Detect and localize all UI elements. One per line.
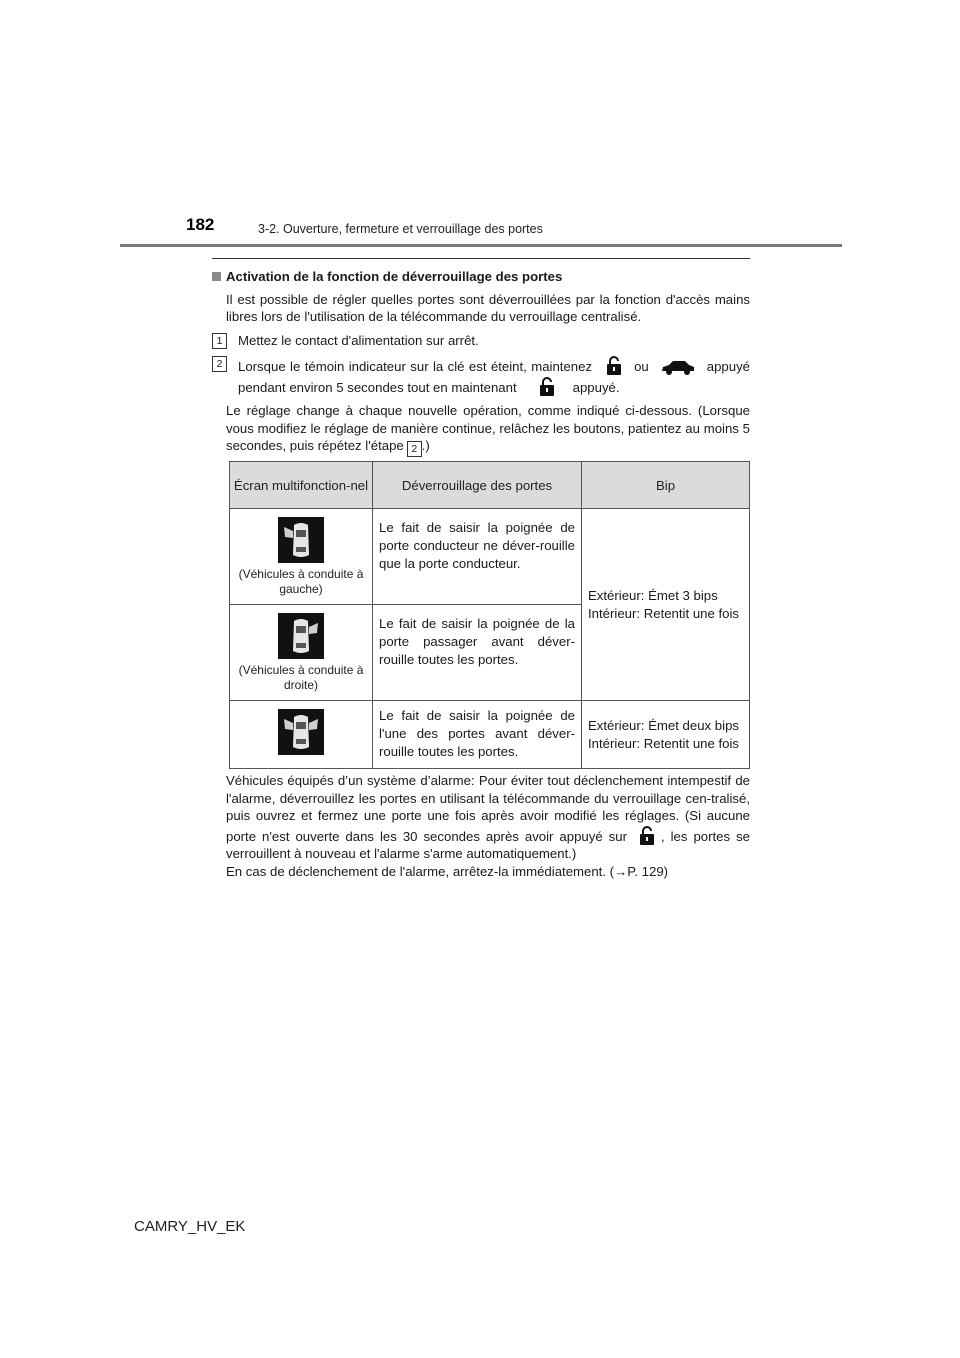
bip-text: Extérieur: Émet 3 bips <box>588 587 718 603</box>
table-header: Bip <box>582 462 750 509</box>
alarm-text-b: , les portes se verrouillent à nouveau et l'alarme s'arme automatiquement.) <box>226 828 751 861</box>
step-2-text-b: ou <box>634 359 649 374</box>
table-header: Écran multifonction-nel <box>230 462 373 509</box>
car-door-icon <box>278 709 324 755</box>
alarm-note <box>226 772 750 880</box>
step-1-text: Mettez le contact d'alimentation sur arrêt. <box>238 332 479 348</box>
step-2-text-d: appuyé. <box>572 379 620 395</box>
intro-paragraph: Il est possible de régler quelles portes sont déverrouillées par la fonction d'accès mains libres lors de l'utilisation de la télécommande du verrouillage centralisé. <box>226 291 750 324</box>
table-cell <box>582 509 750 701</box>
table-row <box>230 701 750 769</box>
table-cell <box>230 701 373 769</box>
bip-text: Extérieur: Émet deux bips <box>588 717 739 733</box>
section-title: 3-2. Ouverture, fermeture et verrouillage des portes <box>258 222 543 236</box>
step-2 <box>216 355 750 396</box>
table-row <box>230 509 750 605</box>
change-note-text: Le réglage change à chaque nouvelle opération, comme indiqué ci-dessous. (Lorsque vous modifiez le réglage de manière continue, relâchez les boutons, patientez au moins 5 secondes, puis répétez l'étape <box>226 403 750 453</box>
section-heading-text: Activation de la fonction de déverrouillage des portes <box>226 269 563 284</box>
lock-icon <box>539 376 555 396</box>
car-icon <box>661 359 695 375</box>
alarm-paragraph <box>226 772 750 863</box>
table-cell <box>230 605 373 701</box>
step-1 <box>216 332 750 350</box>
lock-icon <box>639 825 655 845</box>
change-note <box>226 402 750 457</box>
heading-marker <box>212 272 221 281</box>
step-2-text-c: appuyé pendant environ 5 secondes tout en maintenant <box>238 359 750 395</box>
table-cell: Le fait de saisir la poignée de porte conducteur ne déver-rouille que la porte conducteur. <box>373 509 582 605</box>
table-cell <box>582 701 750 769</box>
table-caption: (Véhicules à conduite à droite) <box>238 663 364 692</box>
page-number: 182 <box>186 215 215 234</box>
table-header-row <box>230 462 750 509</box>
step-2-text-a: Lorsque le témoin indicateur sur la clé est éteint, maintenez <box>238 359 593 374</box>
change-note-end: .) <box>421 438 430 453</box>
bip-text: Intérieur: Retentit une fois <box>588 735 740 751</box>
bip-text: Intérieur: Retentit une fois <box>588 605 740 621</box>
table-cell <box>230 509 373 605</box>
alarm-stop-text: En cas de déclenchement de l'alarme, arrêtez-la immédiatement. (→P. 129) <box>226 863 669 879</box>
content-divider <box>212 258 750 259</box>
settings-table <box>229 461 750 769</box>
step-number-2: 2 <box>212 356 227 372</box>
car-door-icon <box>278 517 324 563</box>
step-reference-2: 2 <box>407 441 422 457</box>
table-header: Déverrouillage des portes <box>373 462 582 509</box>
table-caption: (Véhicules à conduite à gauche) <box>238 567 364 596</box>
car-door-icon <box>278 613 324 659</box>
table-cell: Le fait de saisir la poignée de la porte passager avant déver-rouille toutes les portes. <box>373 605 582 701</box>
header-divider <box>120 244 842 247</box>
section-heading <box>212 268 750 286</box>
content <box>212 268 750 463</box>
footer-model: CAMRY_HV_EK <box>134 1218 246 1235</box>
table-cell: Le fait de saisir la poignée de l'une des portes avant déver-rouille toutes les portes. <box>373 701 582 769</box>
lock-icon <box>606 355 622 375</box>
alarm-text-a: Véhicules équipés d’un système d’alarme: Pour éviter tout déclenchement intempestif de l'alarme, déverrouillez les portes en utilisant la télécommande du verrouillage cen-tralisé, puis ouvrez et fermez une porte une fois après avoir modifié les réglages. (Si aucune porte n'est ouverte dans les 30 secondes après avoir appuyé sur <box>226 773 750 844</box>
step-number-1: 1 <box>212 333 227 349</box>
